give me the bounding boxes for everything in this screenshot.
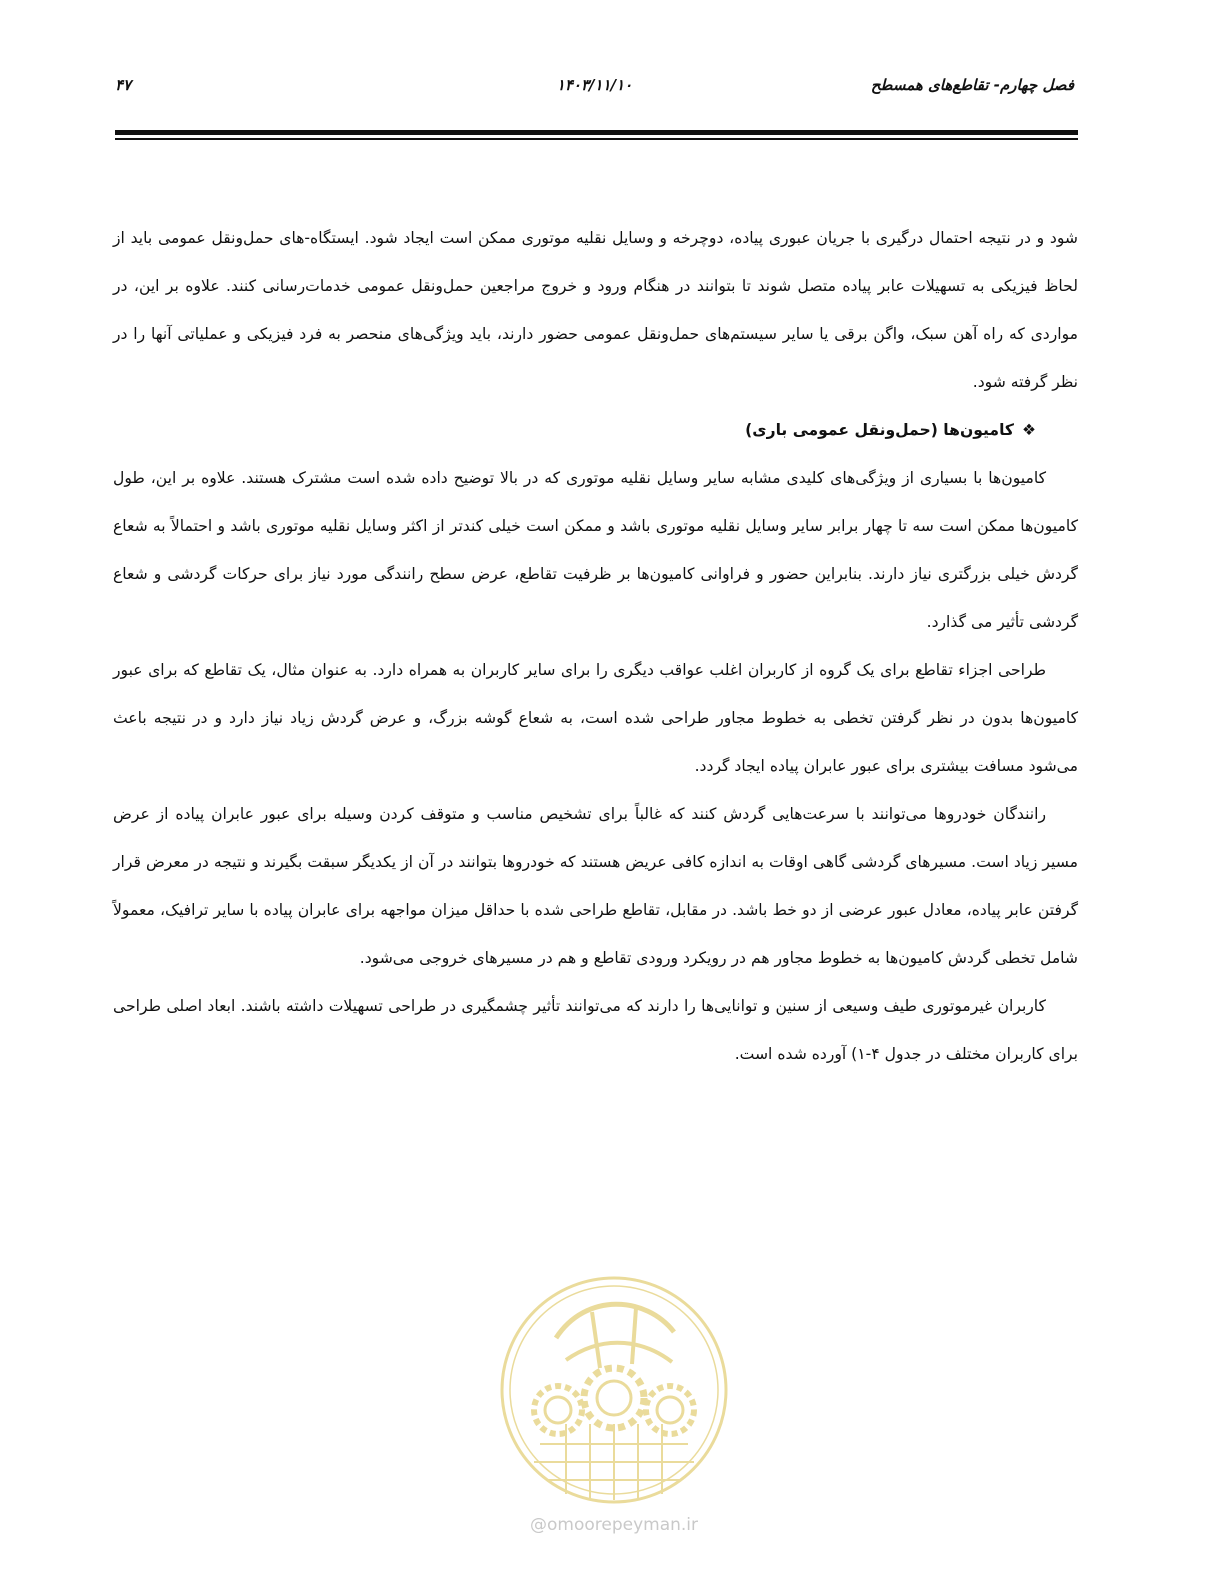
header-rule-thick (115, 130, 1078, 135)
paragraph-1: کامیون‌ها با بسیاری از ویژگی‌های کلیدی مشابه سایر وسایل نقلیه موتوری که در بالا توضیح داده شده است مشترک هستند. علاوه بر این، طول کامیون‌ها ممکن است سه تا چهار برابر سایر وسایل نقلیه موتوری باشد و ممکن است خیلی کندتر از اکثر وسایل نقلیه موتوری باشد و احتمالاً به شعاع گردش خیلی بزرگتری نیاز دارند. بنابراین حضور و فراوانی کامیون‌ها بر ظرفیت تقاطع، عرض سطح رانندگی مورد نیاز برای حرکات گردشی و شعاع گردشی تأثیر می گذارد. (113, 469, 1078, 631)
section-heading (113, 406, 1078, 454)
diamond-bullet-icon: ❖ (1022, 421, 1036, 439)
header-date: ۱۴۰۳/۱۱/۱۰ (556, 76, 633, 94)
paragraph-3: رانندگان خودروها می‌توانند با سرعت‌هایی گردش کنند که غالباً برای تشخیص مناسب و متوقف کردن وسیله برای عبور عابران پیاده از عرض مسیر زیاد است. مسیرهای گردشی گاهی اوقات به اندازه کافی عریض هستند که خودروها بتوانند در آن از یکدیگر سبقت بگیرند و نتیجه در معرض قرار گرفتن عابر پیاده، معادل عبور عرضی از دو خط باشد. در مقابل، تقاطع طراحی شده با حداقل میزان مواجهه برای عابران پیاده با سایر ترافیک، معمولاً شامل تخطی گردش کامیون‌ها به خطوط مجاور هم در رویکرد ورودی تقاطع و هم در مسیرهای خروجی می‌شود. (113, 805, 1078, 967)
page-body (113, 214, 1078, 1078)
header-rule-thin (115, 138, 1078, 140)
paragraph-2: طراحی اجزاء تقاطع برای یک گروه از کاربران اغلب عواقب دیگری را برای سایر کاربران به همراه دارد. به عنوان مثال، یک تقاطع که برای عبور کامیون‌ها بدون در نظر گرفتن تخطی به خطوط مجاور طراحی شده است، به شعاع گوشه بزرگ، و عرض گردش زیاد نیاز دارد و در نتیجه باعث می‌شود مسافت بیشتری برای عبور عابران پیاده ایجاد گردد. (113, 661, 1078, 775)
page-number: ۴۷ (115, 76, 132, 94)
watermark-url: @omoorepeyman.ir (529, 1515, 699, 1535)
paragraph-4: کاربران غیرموتوری طیف وسیعی از سنین و توانایی‌ها را دارند که می‌توانند تأثیر چشمگیری در طراحی تسهیلات داشته باشند. ابعاد اصلی طراحی برای کاربران مختلف در جدول ۴-۱) آورده شده است. (113, 997, 1078, 1063)
section-heading-text: کامیون‌ها (حمل‌ونقل عمومی باری) (745, 421, 1015, 439)
page-header (115, 76, 1074, 102)
chapter-title: فصل چهارم- تقاطع‌های همسطح (870, 76, 1074, 94)
watermark-logo (496, 1272, 732, 1508)
paragraph-intro: شود و در نتیجه احتمال درگیری با جریان عبوری پیاده، دوچرخه و وسایل نقلیه موتوری ممکن است ایجاد شود. ایستگاه-های حمل‌ونقل عمومی باید از لحاظ فیزیکی به تسهیلات عابر پیاده متصل شوند تا بتوانند در هنگام ورود و خروج مراجعین حمل‌ونقل عمومی خدمات‌رسانی کنند. علاوه بر این، در مواردی که راه آهن سبک، واگن برقی یا سایر سیستم‌های حمل‌ونقل عمومی حضور دارند، باید ویژگی‌های منحصر به فرد فیزیکی و عملیاتی آنها را در نظر گرفته شود. (113, 229, 1078, 391)
